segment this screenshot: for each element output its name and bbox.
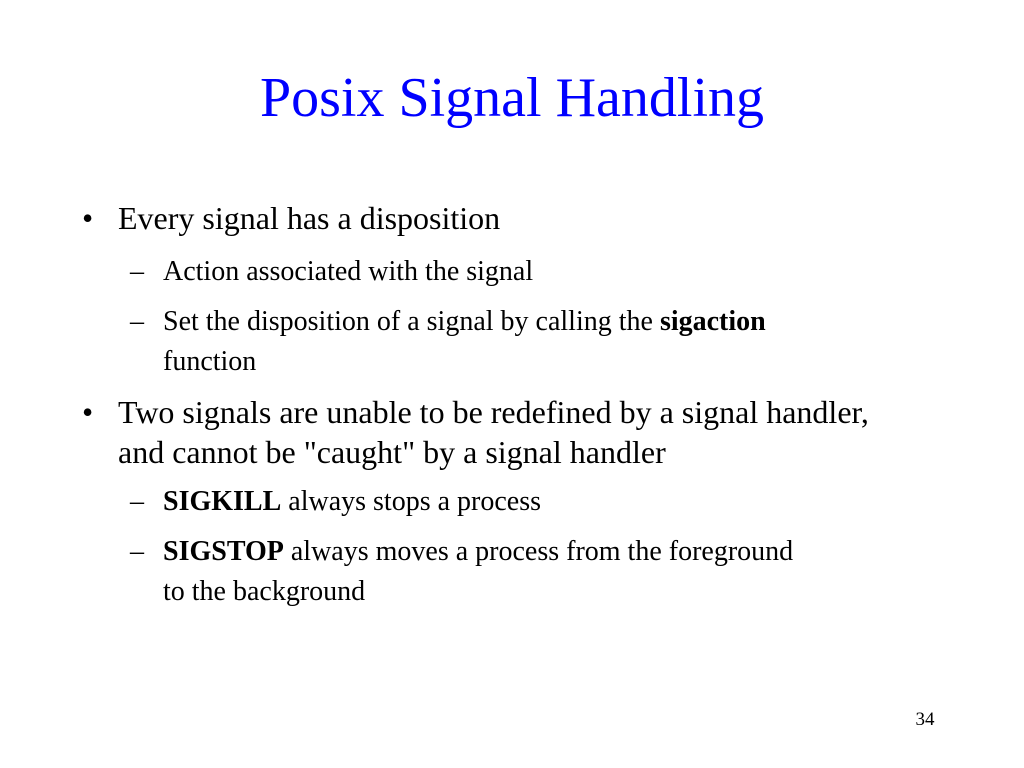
sub-bullet-marker: –	[130, 486, 144, 517]
sub-bullet-marker: –	[130, 256, 144, 287]
keyword-sigaction: sigaction	[659, 306, 766, 337]
sub-bullet-text-suffix: always moves a process from the foreground	[283, 536, 794, 567]
slide-title: Posix Signal Handling	[259, 67, 765, 129]
keyword-sigkill: SIGKILL	[163, 486, 282, 517]
sub-bullet-marker: –	[130, 306, 144, 337]
bullet-text-continuation: and cannot be "caught" by a signal handler	[118, 434, 666, 470]
sub-bullet-marker: –	[130, 536, 144, 567]
sub-bullet-text	[163, 532, 793, 572]
bullet-text: Every signal has a disposition	[118, 200, 501, 236]
sub-bullet-text-suffix: always stops a process	[281, 486, 542, 517]
sub-bullet-text-continuation: function	[163, 346, 257, 377]
sub-bullet-text-prefix: Set the disposition of a signal by calling the	[163, 306, 660, 337]
sub-bullet-text-continuation: to the background	[163, 576, 366, 607]
bullet-text: Two signals are unable to be redefined by a signal handler,	[118, 394, 869, 430]
bullet-marker: •	[82, 200, 94, 236]
keyword-sigstop: SIGSTOP	[163, 536, 284, 567]
bullet-marker: •	[82, 394, 94, 430]
sub-bullet-text: Action associated with the signal	[163, 256, 534, 287]
page-number: 34	[915, 709, 935, 730]
sub-bullet-text	[163, 302, 766, 342]
sub-bullet-text	[163, 482, 541, 522]
